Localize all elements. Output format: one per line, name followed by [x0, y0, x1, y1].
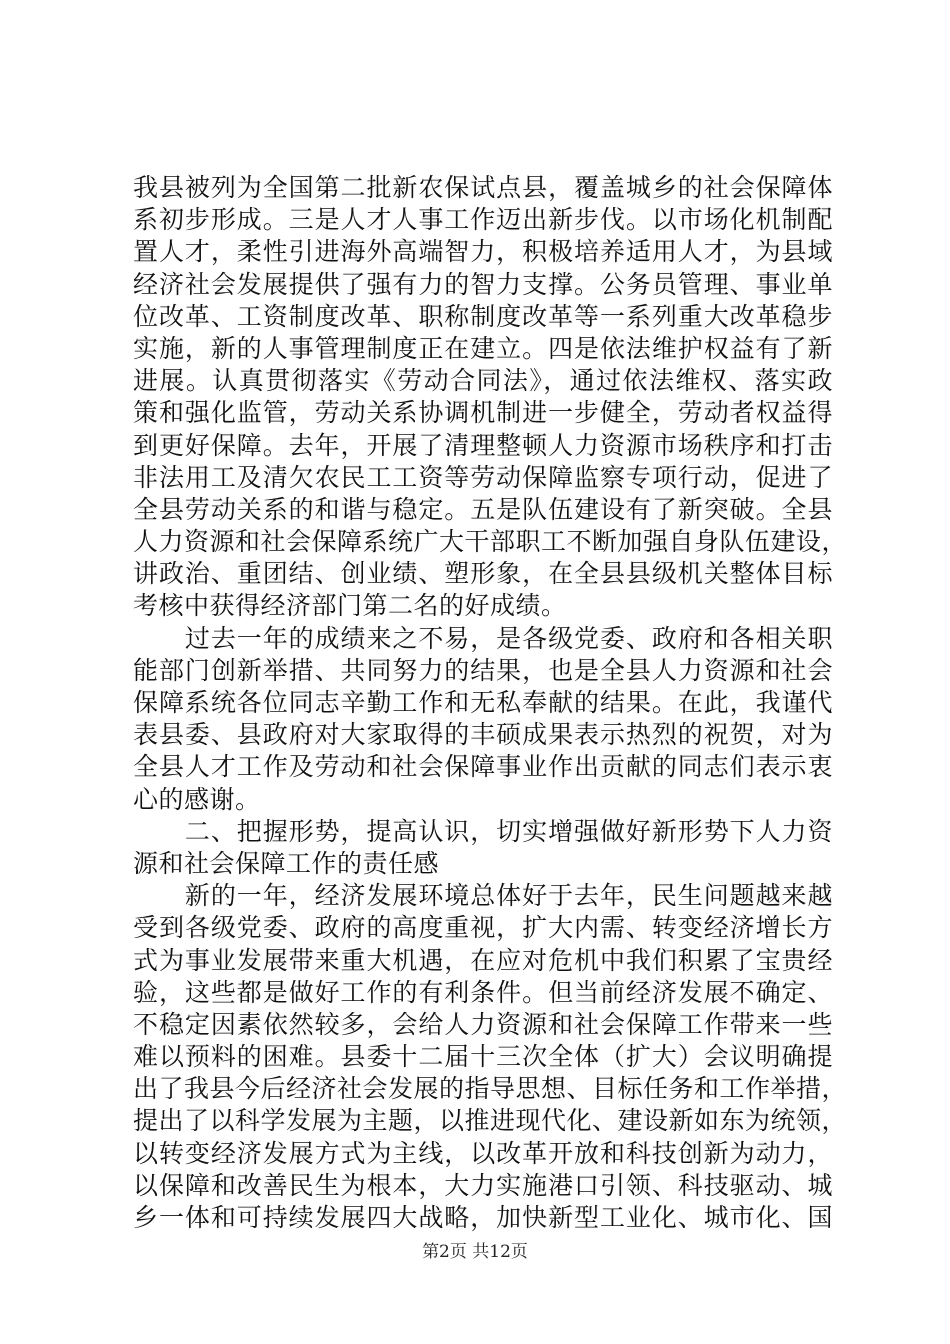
- text-line: 心的感谢。: [133, 784, 261, 814]
- text-line: 以保障和改善民生为根本，大力实施港口引领、科技驱动、城: [133, 1170, 833, 1200]
- text-line: 位改革、工资制度改革、职称制度改革等一系列重大改革稳步: [133, 301, 833, 331]
- text-line: 乡一体和可持续发展四大战略，加快新型工业化、城市化、国: [133, 1203, 833, 1232]
- text-line: 到更好保障。去年，开展了清理整顿人力资源市场秩序和打击: [133, 430, 833, 460]
- text-line: 提出了以科学发展为主题，以推进现代化、建设新如东为统领，: [133, 1106, 848, 1136]
- text-line: 置人才，柔性引进海外高端智力，积极培养适用人才，为县域: [133, 237, 833, 267]
- text-line: 进展。认真贯彻落实《劳动合同法》，通过依法维权、落实政: [133, 366, 833, 396]
- text-line: 表县委、县政府对大家取得的丰硕成果表示热烈的祝贺，对为: [133, 720, 833, 750]
- text-line: 验，这些都是做好工作的有利条件。但当前经济发展不确定、: [133, 977, 833, 1007]
- text-line: 式为事业发展带来重大机遇，在应对危机中我们积累了宝贵经: [133, 945, 833, 975]
- section-heading-line: 二、把握形势，提高认识，切实增强做好新形势下人力资: [133, 816, 833, 846]
- text-line: 出了我县今后经济社会发展的指导思想、目标任务和工作举措，: [133, 1074, 848, 1104]
- text-line: 保障系统各位同志辛勤工作和无私奉献的结果。在此，我谨代: [133, 688, 833, 717]
- text-line: 非法用工及清欠农民工工资等劳动保障监察专项行动，促进了: [133, 462, 833, 492]
- text-line: 讲政治、重团结、创业绩、塑形象，在全县县级机关整体目标: [133, 559, 833, 589]
- text-line: 人力资源和社会保障系统广大干部职工不断加强自身队伍建设，: [133, 527, 848, 557]
- text-line: 全县劳动关系的和谐与稳定。五是队伍建设有了新突破。全县: [133, 494, 833, 524]
- text-line: 不稳定因素依然较多，会给人力资源和社会保障工作带来一些: [133, 1009, 833, 1039]
- text-line: 过去一年的成绩来之不易，是各级党委、政府和各相关职: [133, 623, 833, 653]
- text-line: 难以预料的困难。县委十二届十三次全体（扩大）会议明确提: [133, 1042, 833, 1072]
- document-body: [133, 172, 848, 1234]
- page-number-footer: 第2页 共12页: [422, 1242, 528, 1262]
- text-line: 策和强化监管，劳动关系协调机制进一步健全，劳动者权益得: [133, 398, 833, 428]
- text-line: 考核中获得经济部门第二名的好成绩。: [133, 591, 567, 621]
- text-line: 能部门创新举措、共同努力的结果，也是全县人力资源和社会: [133, 655, 833, 685]
- text-line: 实施，新的人事管理制度正在建立。四是依法维护权益有了新: [133, 333, 833, 363]
- text-line: 经济社会发展提供了强有力的智力支撑。公务员管理、事业单: [133, 269, 833, 299]
- text-line: 以转变经济发展方式为主线，以改革开放和科技创新为动力，: [133, 1138, 833, 1168]
- section-heading-line: 源和社会保障工作的责任感: [133, 848, 440, 878]
- text-line: 新的一年，经济发展环境总体好于去年，民生问题越来越: [133, 881, 833, 911]
- text-line: 全县人才工作及劳动和社会保障事业作出贡献的同志们表示衷: [133, 752, 833, 782]
- text-line: 系初步形成。三是人才人事工作迈出新步伐。以市场化机制配: [133, 205, 833, 235]
- text-line: 受到各级党委、政府的高度重视，扩大内需、转变经济增长方: [133, 913, 833, 943]
- text-line: 我县被列为全国第二批新农保试点县，覆盖城乡的社会保障体: [133, 173, 833, 202]
